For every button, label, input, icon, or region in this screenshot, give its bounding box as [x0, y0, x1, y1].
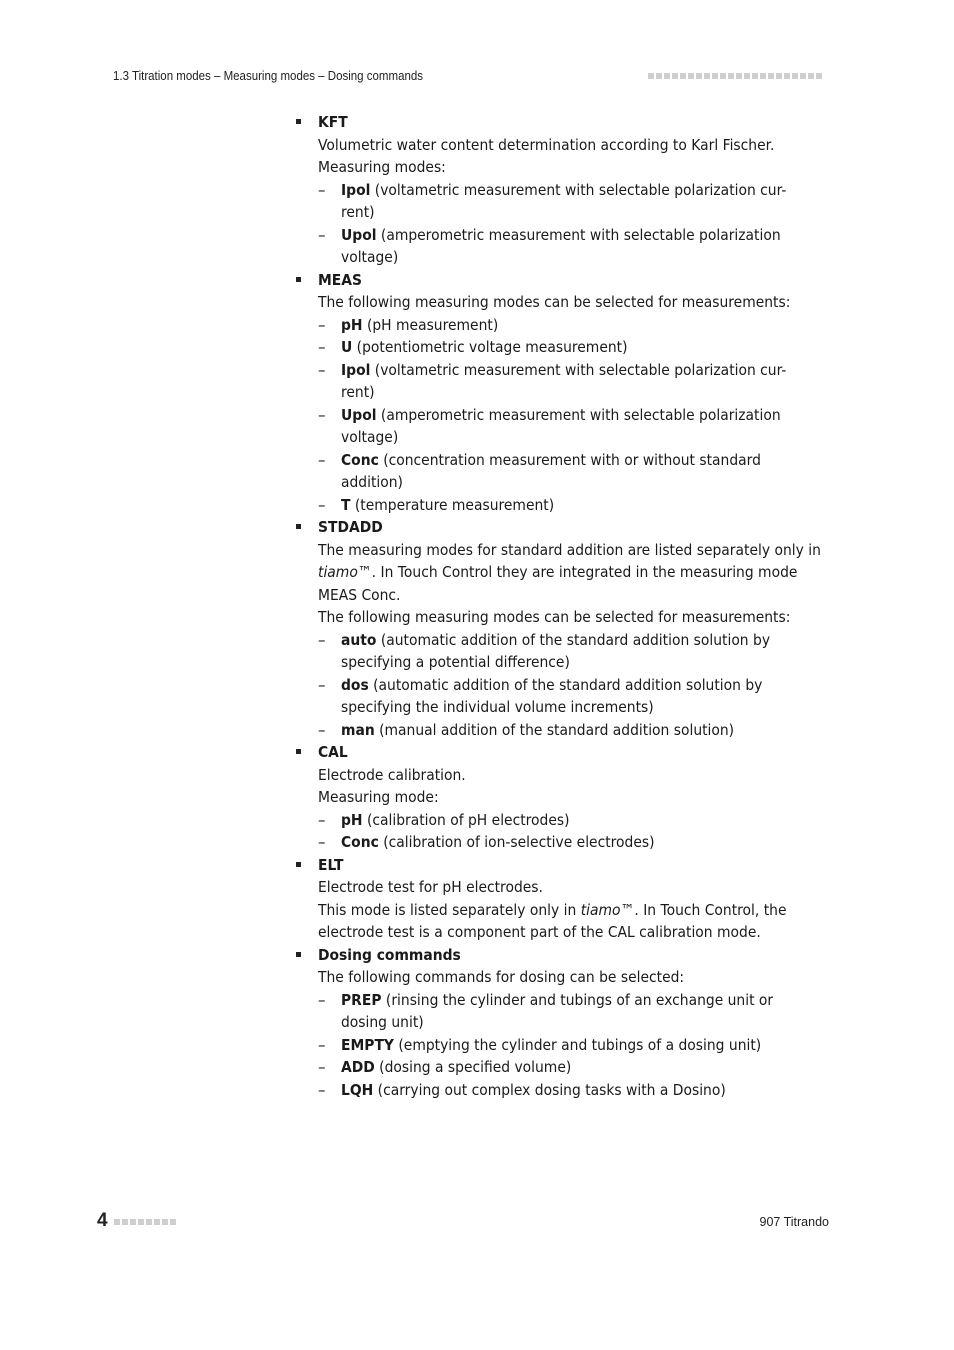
sub-item: – PREP (rinsing the cylinder and tubings of an exchange unit or dosing unit)	[318, 990, 774, 1031]
term: Upol	[341, 405, 377, 424]
term: man	[341, 720, 375, 739]
description-line: The measuring modes for standard addition are listed separately only in	[318, 540, 821, 559]
description-line: The following measuring modes can be selected for measurements:	[318, 608, 791, 626]
running-header: 1.3 Titration modes – Measuring modes – Dosing commands	[113, 69, 424, 83]
description-line: The following measuring modes can be selected for measurements:	[318, 293, 791, 311]
term: Upol	[341, 225, 377, 244]
bullet-icon	[296, 277, 301, 282]
term: pH	[341, 315, 363, 334]
bullet-icon	[296, 862, 301, 867]
term: Conc	[341, 450, 379, 469]
sub-item: – ADD (dosing a specified volume)	[318, 1058, 572, 1076]
list-item-cal	[296, 741, 841, 809]
description-line: Measuring mode:	[318, 788, 439, 806]
sub-item: – Ipol (voltametric measurement with selectable polarization cur- rent)	[318, 360, 787, 401]
section-title: KFT	[318, 113, 348, 131]
description-line: The following commands for dosing can be selected:	[318, 968, 685, 986]
term: LQH	[341, 1080, 374, 1099]
term: pH	[341, 810, 363, 829]
page-number: 4	[97, 1210, 108, 1231]
sub-item: – Upol (amperometric measurement with selectable polarization voltage)	[318, 405, 781, 446]
bullet-icon	[296, 524, 301, 529]
description-line: Volumetric water content determination according to Karl Fischer.	[318, 135, 775, 154]
term: dos	[341, 675, 369, 694]
term: EMPTY	[341, 1035, 394, 1054]
section-title: CAL	[318, 743, 348, 761]
sub-item: – man (manual addition of the standard addition solution)	[318, 720, 735, 739]
description-line: electrode test is a component part of the CAL calibration mode.	[318, 923, 761, 941]
bullet-icon	[296, 952, 301, 957]
sub-item: – EMPTY (emptying the cylinder and tubings of a dosing unit)	[318, 1035, 762, 1054]
section-title: STDADD	[318, 518, 383, 536]
footer-decoration	[114, 1219, 176, 1225]
sub-item: – Upol (amperometric measurement with selectable polarization voltage)	[318, 225, 781, 266]
sub-item: – Ipol (voltametric measurement with selectable polarization cur- rent)	[318, 180, 787, 221]
bullet-icon	[296, 749, 301, 754]
page-content	[296, 111, 841, 1101]
term: Ipol	[341, 360, 371, 379]
description-line: This mode is listed separately only in tiamo™. In Touch Control, the	[318, 900, 787, 919]
sub-item: – pH (pH measurement)	[318, 315, 499, 334]
list-item-meas	[296, 269, 841, 314]
sub-item: – T (temperature measurement)	[318, 495, 555, 514]
term: auto	[341, 630, 377, 649]
term: ADD	[341, 1058, 375, 1076]
sub-item: – Conc (concentration measurement with or without standard addition)	[318, 450, 761, 491]
description-line: tiamo™. In Touch Control they are integrated in the measuring mode	[318, 563, 798, 581]
header-decoration	[648, 73, 822, 79]
description-line: MEAS Conc.	[318, 585, 401, 604]
sub-item: – Conc (calibration of ion-selective electrodes)	[318, 833, 655, 851]
term: Conc	[341, 833, 379, 851]
section-title: ELT	[318, 855, 344, 874]
section-title: Dosing commands	[318, 945, 461, 964]
term: T	[341, 495, 351, 514]
section-title: MEAS	[318, 270, 363, 289]
term: U	[341, 338, 353, 356]
description-line: Electrode calibration.	[318, 765, 466, 784]
list-item-kft	[296, 111, 841, 179]
term: PREP	[341, 990, 382, 1009]
sub-item: – U (potentiometric voltage measurement)	[318, 338, 628, 356]
list-item-stdadd	[296, 516, 841, 629]
sub-item: – LQH (carrying out complex dosing tasks with a Dosino)	[318, 1080, 726, 1099]
description-line: Measuring modes:	[318, 158, 446, 176]
description-line: Electrode test for pH electrodes.	[318, 878, 543, 896]
sub-item: – auto (automatic addition of the standard addition solution by specifying a potential difference)	[318, 630, 771, 671]
sub-item: – dos (automatic addition of the standard addition solution by specifying the individual volume increments)	[318, 675, 763, 716]
list-item-elt	[296, 854, 841, 944]
footer-product-name: 907 Titrando	[759, 1215, 829, 1229]
sub-item: – pH (calibration of pH electrodes)	[318, 810, 570, 829]
bullet-icon	[296, 119, 301, 124]
term: Ipol	[341, 180, 371, 199]
list-item-dosing-commands	[296, 944, 841, 989]
